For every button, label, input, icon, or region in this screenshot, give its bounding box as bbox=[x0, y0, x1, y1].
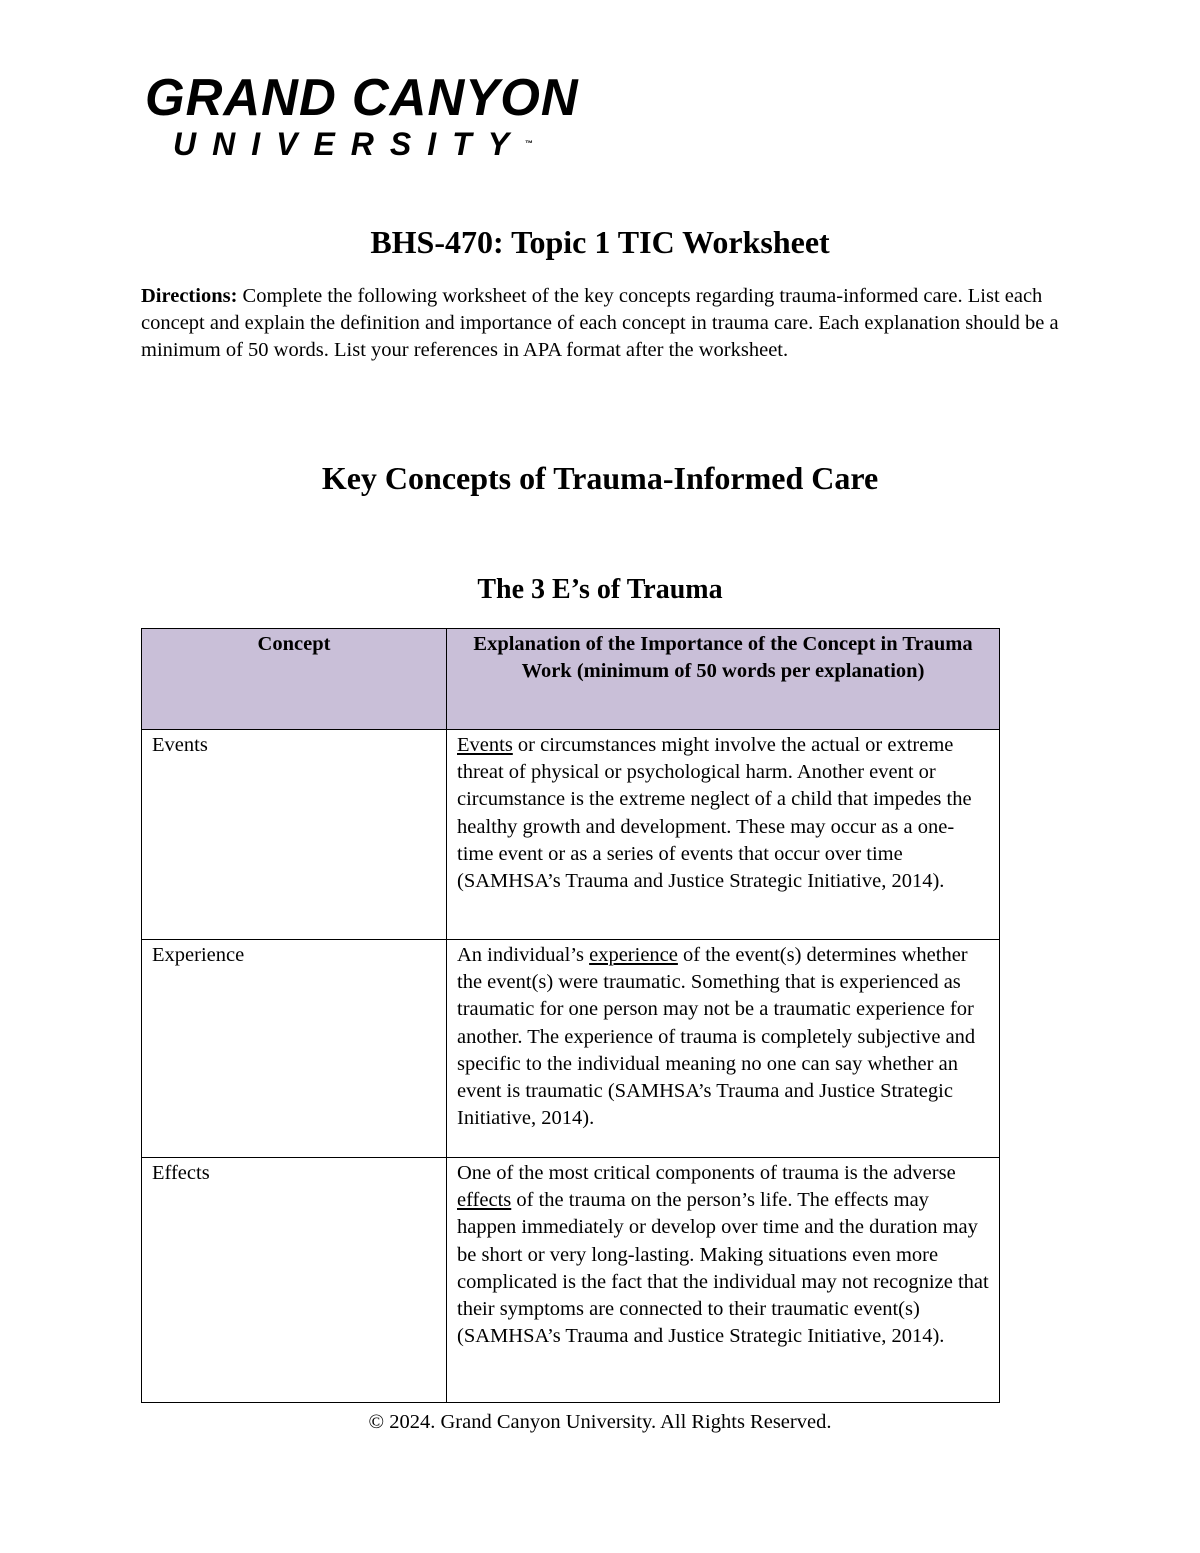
explanation-keyword: Events bbox=[457, 734, 513, 756]
table-row bbox=[142, 1158, 1000, 1403]
concepts-table bbox=[141, 628, 1000, 1403]
concept-cell: Effects bbox=[142, 1158, 447, 1403]
explanation-post: or circumstances might involve the actual or extreme threat of physical or psychological harm. Another event or circumstance is the extreme neglect of a child that impedes the healthy growth and development. These may occur as a one-time event or as a series of events that occur over time (SAMHSA’s Trauma and Justice Strategic Initiative, 2014). bbox=[457, 734, 972, 893]
document-title: BHS-470: Topic 1 TIC Worksheet bbox=[370, 224, 830, 260]
logo-wordmark-bottom bbox=[173, 128, 555, 160]
copyright-footer: © 2024. Grand Canyon University. All Rights Reserved. bbox=[368, 1411, 832, 1433]
logo-wordmark-bottom-text: UNIVERSITY bbox=[173, 126, 526, 162]
trademark-mark: ™ bbox=[525, 139, 534, 148]
explanation-cell bbox=[447, 940, 1000, 1158]
section-title: Key Concepts of Trauma-Informed Care bbox=[321, 460, 879, 496]
directions-paragraph bbox=[141, 283, 1061, 365]
concept-cell: Experience bbox=[142, 940, 447, 1158]
header-explanation: Explanation of the Importance of the Concept in Trauma Work (minimum of 50 words per explanation) bbox=[447, 629, 1000, 730]
table-row bbox=[142, 730, 1000, 940]
table-row bbox=[142, 940, 1000, 1158]
explanation-cell bbox=[447, 730, 1000, 940]
university-logo bbox=[145, 69, 579, 167]
directions-label: Directions: bbox=[141, 285, 238, 307]
table-title: The 3 E’s of Trauma bbox=[477, 574, 723, 605]
explanation-cell bbox=[447, 1158, 1000, 1403]
table-header-row bbox=[142, 629, 1000, 730]
concept-cell: Events bbox=[142, 730, 447, 940]
logo-wordmark-top: GRAND CANYON bbox=[145, 69, 579, 127]
explanation-post: of the trauma on the person’s life. The effects may happen immediately or develop over time and the duration may be short or very long-lasting. Making situations even more complicated is the fact that the individual may not recognize that their symptoms are connected to their traumatic event(s) (SAMHSA’s Trauma and Justice Strategic Initiative, 2014). bbox=[457, 1189, 989, 1348]
explanation-pre: One of the most critical components of trauma is the adverse bbox=[457, 1162, 956, 1184]
explanation-pre: An individual’s bbox=[457, 944, 590, 966]
header-concept: Concept bbox=[142, 629, 447, 730]
directions-text: Complete the following worksheet of the key concepts regarding trauma-informed care. List each concept and explain the definition and importance of each concept in trauma care. Each explanation should be a minimum of 50 words. List your references in APA format after the worksheet. bbox=[141, 285, 1059, 362]
explanation-post: of the event(s) determines whether the event(s) were traumatic. Something that is experienced as traumatic for one person may not be a traumatic experience for another. The experience of trauma is completely subjective and specific to the individual meaning no one can say whether an event is traumatic (SAMHSA’s Trauma and Justice Strategic Initiative, 2014). bbox=[457, 944, 976, 1130]
explanation-keyword: effects bbox=[457, 1189, 512, 1212]
explanation-keyword: experience bbox=[589, 944, 678, 966]
